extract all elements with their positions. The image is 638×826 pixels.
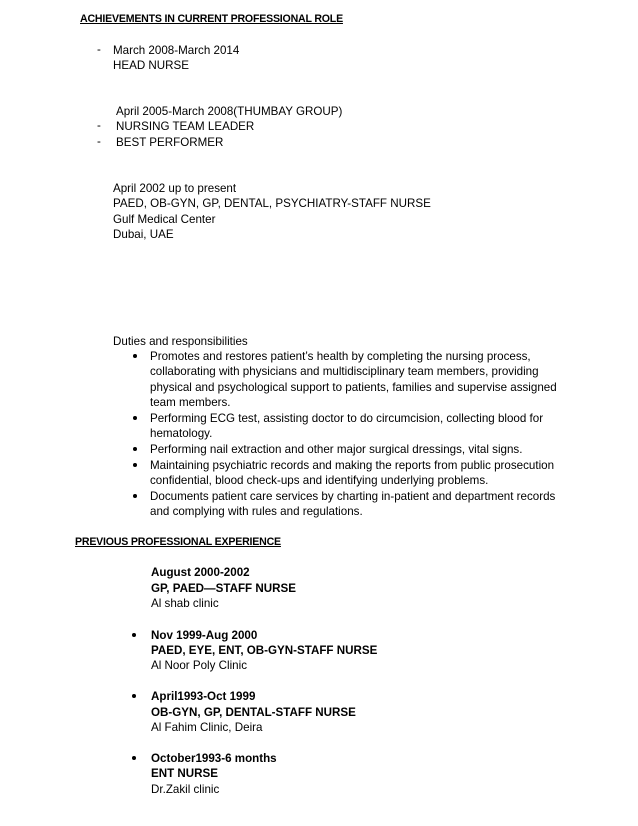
duty-line: team members. [150, 396, 231, 409]
bullet-icon [132, 633, 136, 637]
bullet-icon [133, 354, 137, 358]
duty-line: Documents patient care services by charting in-patient and department records [150, 490, 556, 503]
job-role: OB-GYN, GP, DENTAL-STAFF NURSE [151, 706, 356, 719]
job-dates: April1993-Oct 1999 [151, 690, 256, 703]
job-employer: Dr.Zakil clinic [151, 783, 220, 796]
achievements-heading: ACHIEVEMENTS IN CURRENT PROFESSIONAL ROLE [80, 13, 343, 25]
job-dates: Nov 1999-Aug 2000 [151, 629, 258, 642]
duty-line: physical and psychological support to patients, families and supervise assigned [150, 381, 557, 394]
bullet-icon [133, 494, 137, 498]
dash-marker: - [97, 43, 101, 56]
dash-marker: - [97, 135, 101, 148]
entry2-dates: April 2005-March 2008(THUMBAY GROUP) [116, 105, 343, 118]
previous-heading: PREVIOUS PROFESSIONAL EXPERIENCE [75, 536, 281, 548]
dash-marker: - [97, 119, 101, 132]
entry2-item: BEST PERFORMER [116, 136, 224, 149]
duty-line: collaborating with physicians and multidisciplinary team members, providing [150, 365, 539, 378]
entry1-role: HEAD NURSE [113, 59, 190, 72]
entry3-dates: April 2002 up to present [113, 182, 237, 195]
entry2-item: NURSING TEAM LEADER [116, 120, 255, 133]
bullet-icon [133, 416, 137, 420]
entry3-employer: Gulf Medical Center [113, 213, 216, 226]
duty-line: Performing ECG test, assisting doctor to do circumcision, collecting blood for [150, 412, 544, 425]
job-role: PAED, EYE, ENT, OB-GYN-STAFF NURSE [151, 644, 378, 657]
duty-line: confidential, blood check-ups and identifying underlying problems. [150, 474, 489, 487]
job-employer: Al Fahim Clinic, Deira [151, 721, 263, 734]
bullet-icon [132, 694, 136, 698]
bullet-icon [133, 447, 137, 451]
duty-line: and complying with rules and regulations. [150, 505, 363, 518]
bullet-icon [133, 463, 137, 467]
job-dates: August 2000-2002 [151, 566, 250, 579]
job-role: ENT NURSE [151, 767, 218, 780]
duty-line: Maintaining psychiatric records and making the reports from public prosecution [150, 459, 555, 472]
duty-line: hematology. [150, 427, 213, 440]
job-employer: Al Noor Poly Clinic [151, 659, 247, 672]
entry3-location: Dubai, UAE [113, 228, 174, 241]
entry1-dates: March 2008-March 2014 [113, 44, 240, 57]
duty-line: Promotes and restores patient’s health by completing the nursing process, [150, 350, 531, 363]
job-employer: Al shab clinic [151, 597, 219, 610]
entry3-role: PAED, OB-GYN, GP, DENTAL, PSYCHIATRY-STAFF NURSE [113, 197, 431, 210]
job-role: GP, PAED—STAFF NURSE [151, 582, 296, 595]
duties-heading: Duties and responsibilities [113, 335, 248, 348]
duty-line: Performing nail extraction and other major surgical dressings, vital signs. [150, 443, 523, 456]
bullet-icon [132, 756, 136, 760]
job-dates: October1993-6 months [151, 752, 277, 765]
